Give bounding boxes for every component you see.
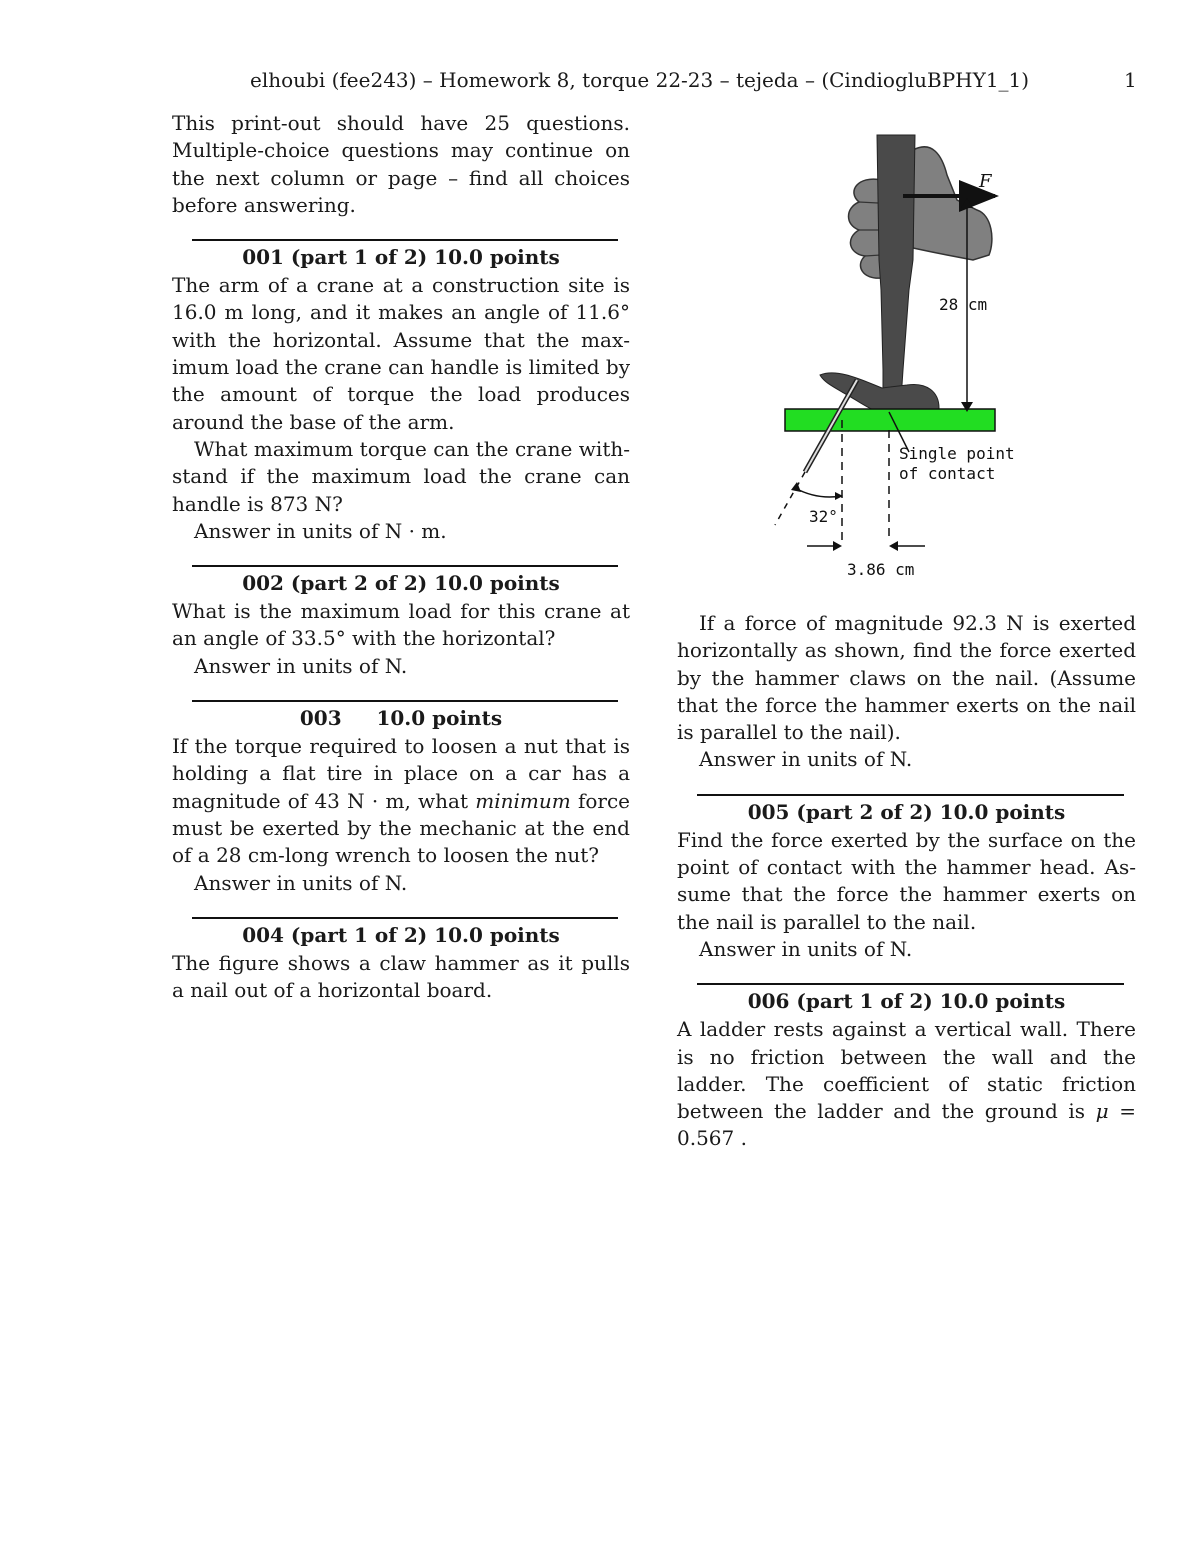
question-004-text: The figure shows a claw hammer as it pulls a nail out of a horizontal board. <box>172 950 630 1003</box>
left-column <box>172 110 630 1004</box>
intro-paragraph: This print-out should have 25 questions. Multiple-choice questions may continue on the next column or page – find all choices before answering. <box>172 111 630 217</box>
hand-shape <box>913 147 992 260</box>
question-001-answer-units: Answer in units of N · m. <box>194 518 447 543</box>
question-005-answer-units: Answer in units of N. <box>699 936 913 961</box>
header-title: elhoubi (fee243) – Homework 8, torque 22-23 – tejeda – (CindiogluBPHY1_1) <box>250 68 1030 92</box>
question-divider <box>697 983 1124 985</box>
offset-label: 3.86 cm <box>847 560 915 579</box>
hammer-head <box>820 373 939 412</box>
question-003-answer-units: Answer in units of N. <box>194 870 408 895</box>
angle-arc <box>795 488 842 497</box>
question-heading-003: 003 10.0 points <box>299 706 503 731</box>
angle-label: 32° <box>809 507 838 526</box>
question-heading-001: 001 (part 1 of 2) 10.0 points <box>242 245 560 270</box>
question-001-prompt: What maximum torque can the crane withstand if the maximum load the crane can handle is 873 N? <box>172 436 630 516</box>
question-001-text: The arm of a crane at a construction site is 16.0 m long, and it makes an angle of 11.6° with the horizontal. Assume that the maximum load the crane can handle is limited by the amount of torque the load produces around the base of the arm. <box>172 273 630 434</box>
question-002-answer-units: Answer in units of N. <box>194 653 408 678</box>
claw-hammer-diagram <box>677 130 1136 600</box>
question-heading-005: 005 (part 2 of 2) 10.0 points <box>747 799 1066 824</box>
question-heading-004: 004 (part 1 of 2) 10.0 points <box>242 922 560 947</box>
question-006-text <box>677 1016 1136 1152</box>
force-label: F <box>979 171 992 192</box>
question-006-text-start: A ladder rests against a vertical wall. There is no friction between the wall and the ladder. The coefficient of static friction between the ladder and the ground is <box>677 1017 1136 1124</box>
question-003-text <box>172 733 630 869</box>
question-003-emphasis: minimum <box>475 788 571 813</box>
question-003-text-start: If the torque required to loosen a nut that is holding a flat tire in place on a car has a magnitude of 43 N · m, what <box>172 734 630 813</box>
question-heading-006: 006 (part 1 of 2) 10.0 points <box>747 989 1066 1014</box>
question-003-text-end: force must be exerted by the mechanic at the end of a 28 cm-long wrench to loosen the nut? <box>172 788 631 868</box>
contact-label-line2: of contact <box>899 464 996 483</box>
question-divider <box>192 565 618 567</box>
mu-symbol: μ <box>1095 1099 1109 1124</box>
claw-hammer-figure <box>677 130 1136 610</box>
question-005-text: Find the force exerted by the surface on the point of contact with the hammer head. Assume that the force the hammer exerts on the nail is parallel to the nail. <box>677 827 1136 934</box>
page-header <box>0 64 1200 96</box>
question-heading-002: 002 (part 2 of 2) 10.0 points <box>242 571 560 596</box>
contact-label-line1: Single point <box>899 444 1015 463</box>
right-column <box>677 130 1136 1153</box>
board <box>785 409 995 431</box>
question-divider <box>192 700 618 702</box>
page-number: 1 <box>1124 68 1137 92</box>
question-divider <box>192 239 618 241</box>
question-002-text: What is the maximum load for this crane at an angle of 33.5° with the horizontal? <box>172 599 630 651</box>
hammer-handle <box>877 135 915 400</box>
question-divider <box>192 917 618 919</box>
question-006-text-end: = 0.567 . <box>677 1099 1136 1151</box>
question-004-prompt: If a force of magnitude 92.3 N is exerted horizontally as shown, find the force exerted by the hammer claws on the nail. (Assume that the force the hammer exerts on the nail is parallel to the nail). <box>677 611 1136 745</box>
height-label: 28 cm <box>939 295 988 314</box>
question-004-answer-units: Answer in units of N. <box>699 747 913 772</box>
question-divider <box>697 794 1124 796</box>
